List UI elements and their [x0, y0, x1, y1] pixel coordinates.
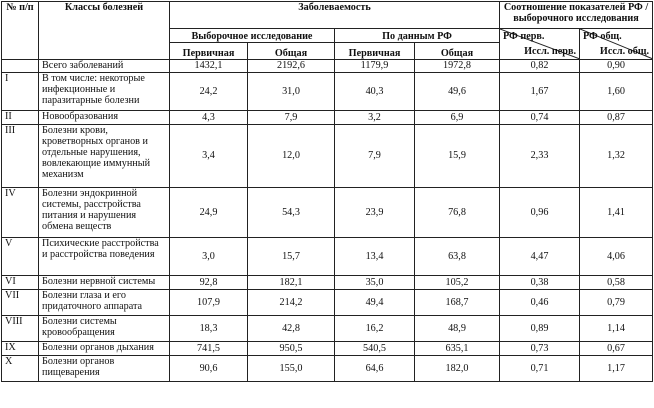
sample-total-value: 54,3 — [248, 188, 335, 238]
rf-primary-value: 23,9 — [335, 188, 415, 238]
rf-total-value: 6,9 — [415, 111, 500, 125]
table-row — [2, 125, 653, 188]
ratio-total-value: 0,87 — [580, 111, 653, 125]
rf-total-value: 168,7 — [415, 290, 500, 316]
ratio-primary-top: РФ перв. — [503, 31, 545, 42]
sample-total-value: 214,2 — [248, 290, 335, 316]
table-row — [2, 316, 653, 342]
header-sample: Выборочное исследование — [170, 29, 335, 43]
row-code: VIII — [2, 316, 39, 342]
row-name: Болезни нервной системы — [39, 276, 170, 290]
sample-total-value: 950,5 — [248, 342, 335, 356]
row-code: III — [2, 125, 39, 188]
row-code — [2, 60, 39, 73]
ratio-primary-value: 0,89 — [500, 316, 580, 342]
sample-primary-value: 107,9 — [170, 290, 248, 316]
row-code: IX — [2, 342, 39, 356]
row-name: Психические расстройства и расстройства поведения — [39, 238, 170, 276]
rf-total-value: 63,8 — [415, 238, 500, 276]
row-name: Новообразования — [39, 111, 170, 125]
sample-total-value: 155,0 — [248, 356, 335, 382]
ratio-primary-value: 4,47 — [500, 238, 580, 276]
rf-total-value: 15,9 — [415, 125, 500, 188]
ratio-primary-value: 0,71 — [500, 356, 580, 382]
header-morbidity: Заболеваемость — [170, 2, 500, 29]
ratio-total-value: 0,67 — [580, 342, 653, 356]
rf-primary-value: 49,4 — [335, 290, 415, 316]
rf-primary-value: 64,6 — [335, 356, 415, 382]
row-name: Болезни глаза и его придаточного аппарата — [39, 290, 170, 316]
sample-primary-value: 18,3 — [170, 316, 248, 342]
ratio-primary-value: 0,73 — [500, 342, 580, 356]
sample-primary-value: 3,0 — [170, 238, 248, 276]
header-num: № п/п — [2, 2, 39, 60]
table-row — [2, 73, 653, 111]
row-code: II — [2, 111, 39, 125]
rf-primary-value: 40,3 — [335, 73, 415, 111]
row-name: Болезни крови, кроветворных органов и отдельные нарушения, вовлекающие иммунный механизм — [39, 125, 170, 188]
ratio-primary-value: 0,82 — [500, 60, 580, 73]
ratio-total-bottom: Иссл. общ. — [599, 45, 650, 57]
sample-primary-value: 3,4 — [170, 125, 248, 188]
ratio-primary-bottom: Иссл. перв. — [524, 45, 576, 57]
sample-total-value: 31,0 — [248, 73, 335, 111]
sample-total-value: 2192,6 — [248, 60, 335, 73]
header-sample-total: Общая — [248, 43, 335, 60]
ratio-primary-value: 1,67 — [500, 73, 580, 111]
ratio-primary-value: 0,38 — [500, 276, 580, 290]
sample-total-value: 15,7 — [248, 238, 335, 276]
header-ratio-primary — [500, 29, 580, 60]
row-name: Болезни органов пищеварения — [39, 356, 170, 382]
row-name: Болезни органов дыхания — [39, 342, 170, 356]
sample-total-value: 12,0 — [248, 125, 335, 188]
rf-primary-value: 13,4 — [335, 238, 415, 276]
sample-primary-value: 24,2 — [170, 73, 248, 111]
header-rf: По данным РФ — [335, 29, 500, 43]
ratio-total-value: 1,17 — [580, 356, 653, 382]
ratio-total-value: 0,58 — [580, 276, 653, 290]
sample-total-value: 7,9 — [248, 111, 335, 125]
rf-primary-value: 7,9 — [335, 125, 415, 188]
table-header — [2, 2, 653, 60]
rf-total-value: 105,2 — [415, 276, 500, 290]
row-code: IV — [2, 188, 39, 238]
row-name: Болезни эндокринной системы, расстройства питания и нарушения обмена веществ — [39, 188, 170, 238]
sample-primary-value: 1432,1 — [170, 60, 248, 73]
header-rf-total: Общая — [415, 43, 500, 60]
table-row — [2, 290, 653, 316]
table-row — [2, 342, 653, 356]
table-row — [2, 276, 653, 290]
ratio-primary-value: 0,74 — [500, 111, 580, 125]
header-ratio: Соотношение показателей РФ /выборочного исследования — [500, 2, 653, 29]
row-code: V — [2, 238, 39, 276]
header-sample-primary: Первичная — [170, 43, 248, 60]
row-code: X — [2, 356, 39, 382]
row-name: В том числе: некоторые инфекционные и паразитарные болезни — [39, 73, 170, 111]
rf-primary-value: 35,0 — [335, 276, 415, 290]
ratio-total-value: 4,06 — [580, 238, 653, 276]
ratio-primary-value: 0,96 — [500, 188, 580, 238]
rf-total-value: 48,9 — [415, 316, 500, 342]
ratio-total-value: 1,14 — [580, 316, 653, 342]
header-classes: Классы болезней — [39, 2, 170, 60]
header-rf-primary: Первичная — [335, 43, 415, 60]
table-row — [2, 238, 653, 276]
rf-primary-value: 3,2 — [335, 111, 415, 125]
rf-total-value: 49,6 — [415, 73, 500, 111]
sample-primary-value: 90,6 — [170, 356, 248, 382]
ratio-total-top: РФ общ. — [583, 31, 622, 42]
row-name: Болезни системы кровообращения — [39, 316, 170, 342]
header-ratio-total — [580, 29, 653, 60]
row-code: I — [2, 73, 39, 111]
rf-total-value: 182,0 — [415, 356, 500, 382]
rf-primary-value: 540,5 — [335, 342, 415, 356]
ratio-total-value: 1,60 — [580, 73, 653, 111]
table-row — [2, 188, 653, 238]
sample-total-value: 42,8 — [248, 316, 335, 342]
ratio-total-value: 0,90 — [580, 60, 653, 73]
ratio-total-value: 1,32 — [580, 125, 653, 188]
rf-primary-value: 16,2 — [335, 316, 415, 342]
ratio-primary-value: 2,33 — [500, 125, 580, 188]
row-code: VII — [2, 290, 39, 316]
sample-primary-value: 741,5 — [170, 342, 248, 356]
ratio-primary-value: 0,46 — [500, 290, 580, 316]
sample-primary-value: 4,3 — [170, 111, 248, 125]
row-name: Всего заболеваний — [39, 60, 170, 73]
rf-total-value: 76,8 — [415, 188, 500, 238]
table-row — [2, 356, 653, 382]
sample-primary-value: 92,8 — [170, 276, 248, 290]
sample-primary-value: 24,9 — [170, 188, 248, 238]
ratio-total-value: 1,41 — [580, 188, 653, 238]
table-row — [2, 60, 653, 73]
ratio-total-value: 0,79 — [580, 290, 653, 316]
row-code: VI — [2, 276, 39, 290]
rf-total-value: 635,1 — [415, 342, 500, 356]
table-body — [2, 60, 653, 382]
sample-total-value: 182,1 — [248, 276, 335, 290]
rf-total-value: 1972,8 — [415, 60, 500, 73]
rf-primary-value: 1179,9 — [335, 60, 415, 73]
table-row — [2, 111, 653, 125]
morbidity-table — [1, 1, 653, 382]
